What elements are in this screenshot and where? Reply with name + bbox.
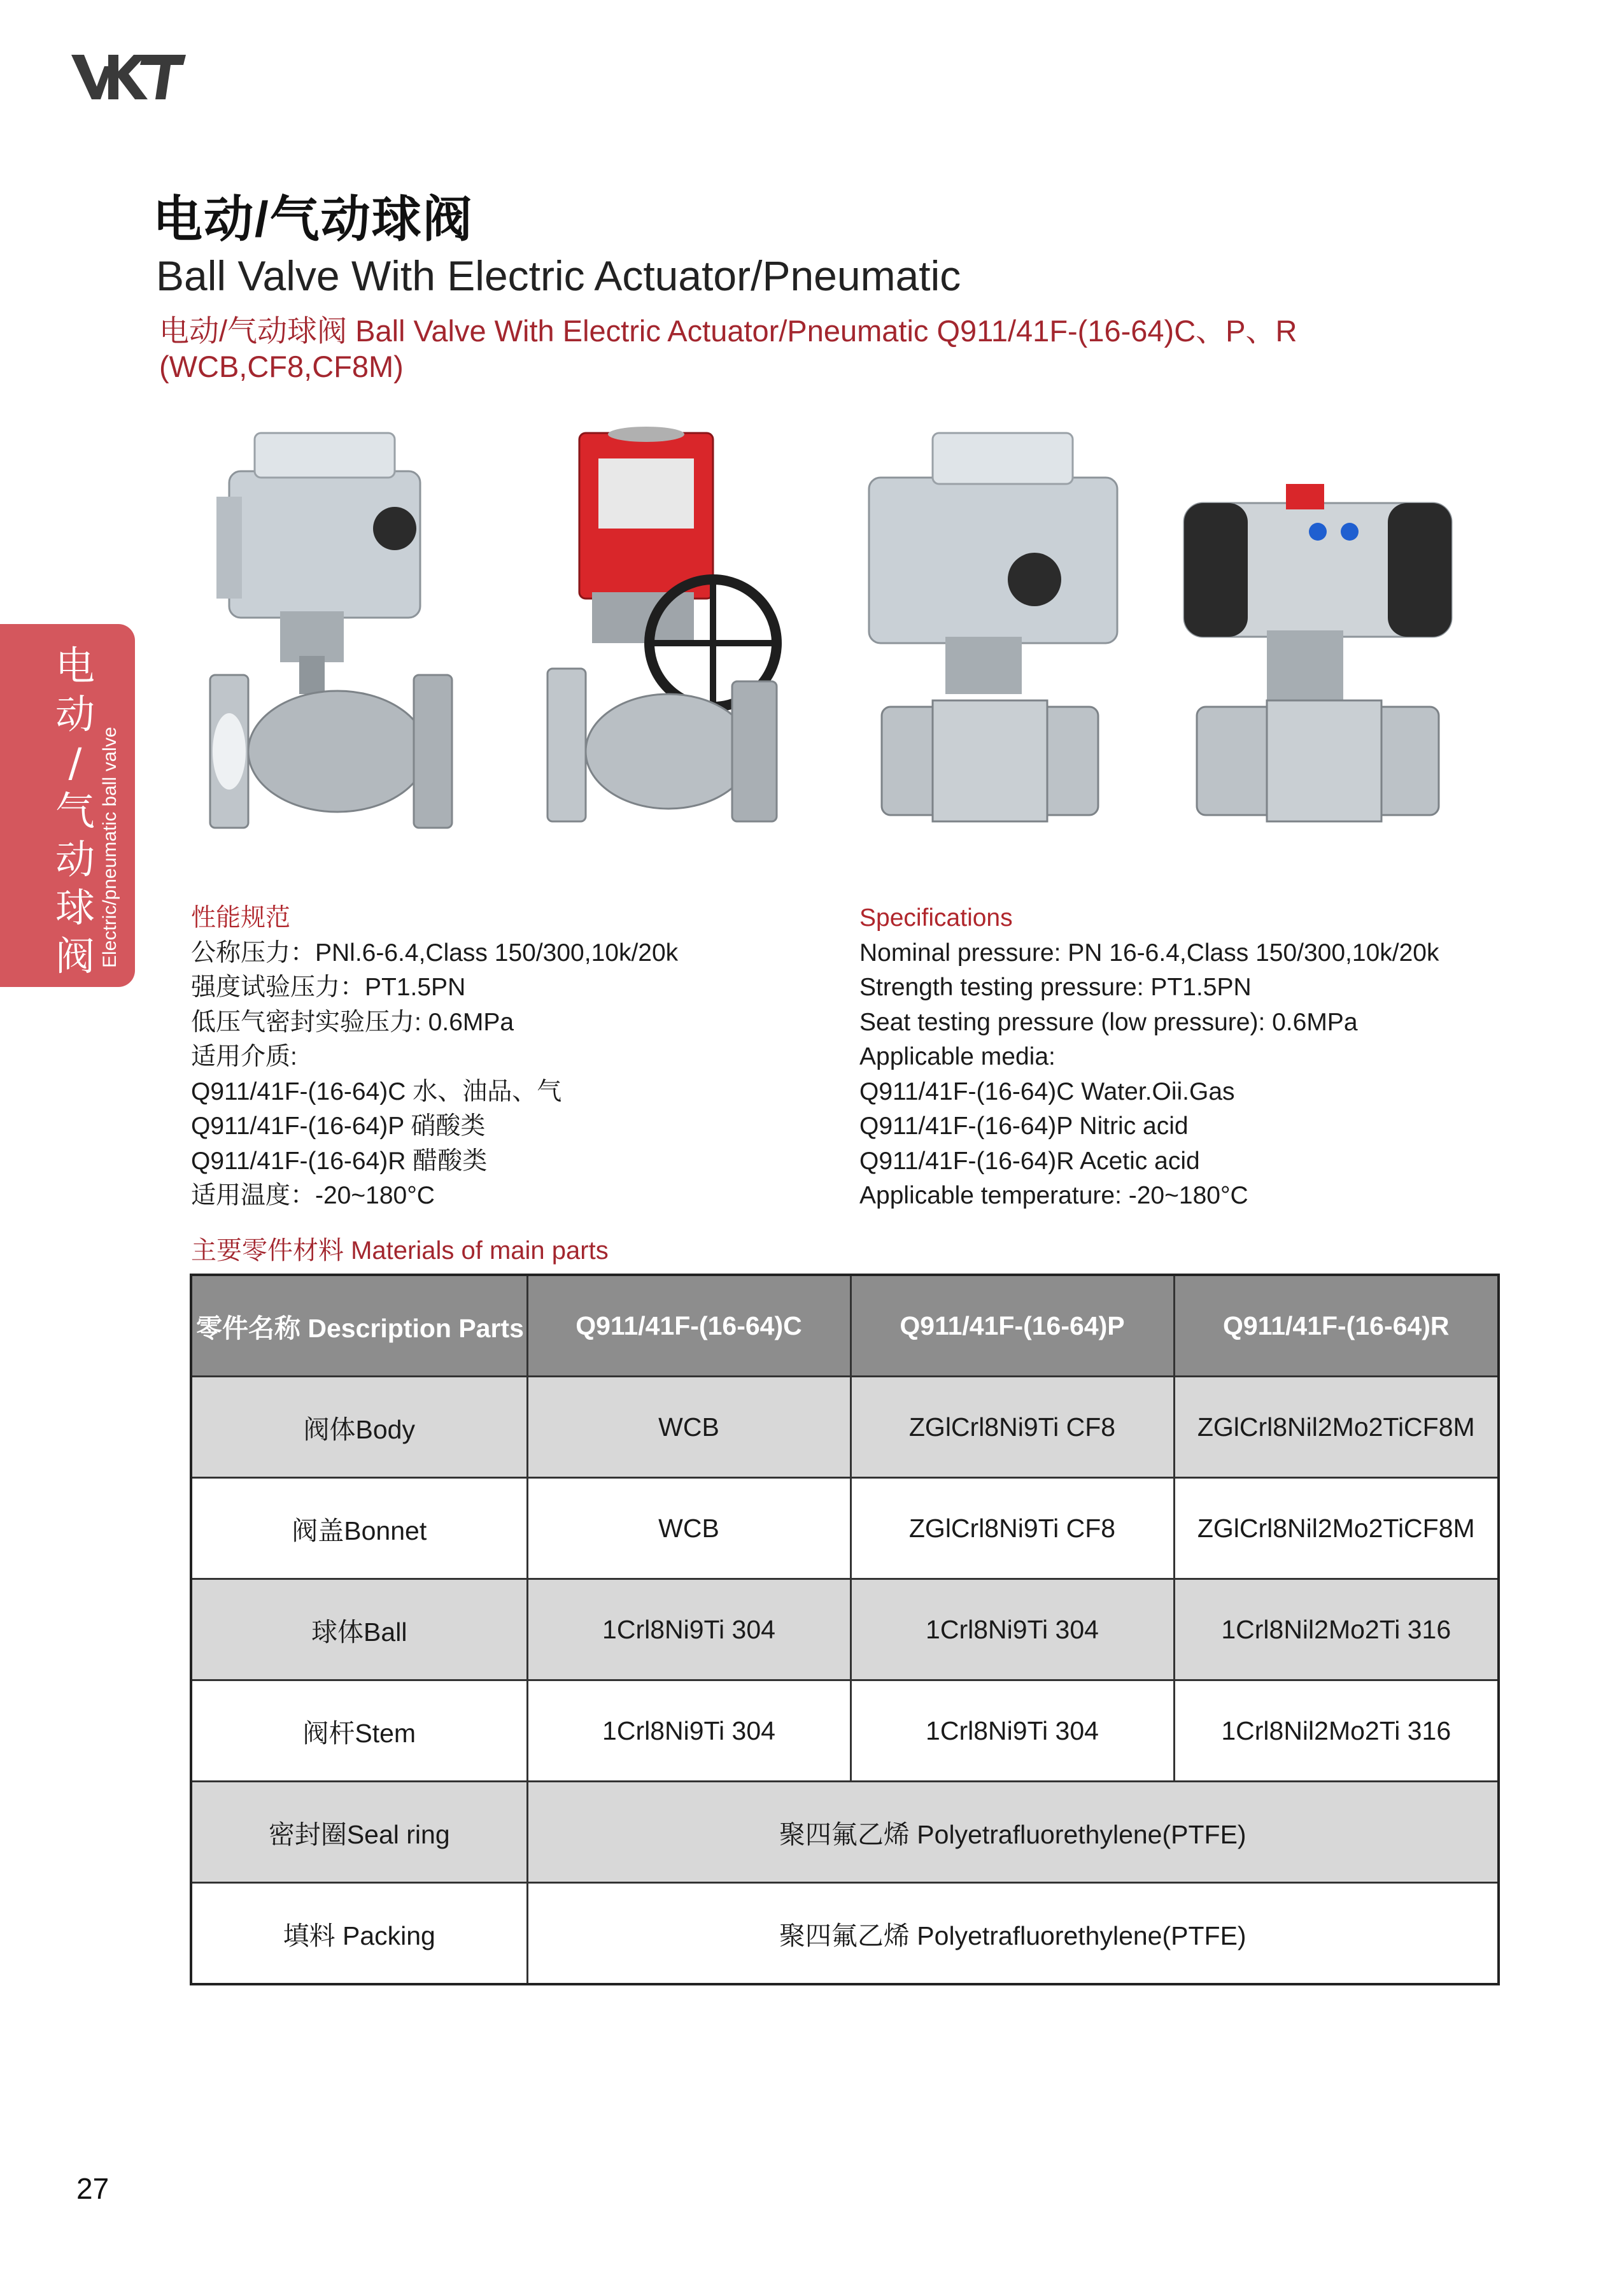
table-cell: 阀杆Stem bbox=[191, 1680, 527, 1782]
spec-line: Seat testing pressure (low pressure): 0.6MPa bbox=[859, 1008, 1358, 1036]
model-subtitle-line2: (WCB,CF8,CF8M) bbox=[159, 350, 404, 383]
table-cell: 阀体Body bbox=[191, 1377, 527, 1478]
spec-line: Q911/41F-(16-64)C 水、油品、气 bbox=[191, 1077, 562, 1105]
spec-line: 适用介质: bbox=[191, 1043, 297, 1070]
table-row bbox=[191, 1579, 1499, 1680]
table-row bbox=[191, 1478, 1499, 1579]
spec-line: 低压气密封实验压力: 0.6MPa bbox=[191, 1008, 514, 1036]
table-cell: 密封圈Seal ring bbox=[191, 1782, 527, 1883]
spec-line: Q911/41F-(16-64)R 醋酸类 bbox=[191, 1147, 488, 1175]
table-header-cell: Q911/41F-(16-64)P bbox=[851, 1275, 1174, 1377]
table-cell: 1Crl8Nil2Mo2Ti 316 bbox=[1174, 1579, 1499, 1680]
table-row bbox=[191, 1377, 1499, 1478]
table-header-cell: Q911/41F-(16-64)C bbox=[527, 1275, 851, 1377]
specs-cn bbox=[191, 901, 678, 1214]
table-cell: 球体Ball bbox=[191, 1579, 527, 1680]
table-cell: 1Crl8Ni9Ti 304 bbox=[851, 1579, 1174, 1680]
spec-line: Applicable media: bbox=[859, 1043, 1056, 1070]
table-cell-merged: 聚四氟乙烯 Polyetrafluorethylene(PTFE) bbox=[527, 1883, 1499, 1985]
model-subtitle bbox=[159, 313, 1297, 385]
table-cell: ZGlCrl8Ni9Ti CF8 bbox=[851, 1478, 1174, 1579]
product-image-red-actuator-handwheel bbox=[541, 420, 796, 841]
table-header-row bbox=[191, 1275, 1499, 1377]
side-tab-label-en: Electric/pneumatic ball valve bbox=[99, 727, 120, 968]
product-image-electric-flanged-valve bbox=[204, 420, 471, 841]
page-number: 27 bbox=[76, 2172, 109, 2205]
table-cell: 1Crl8Ni9Ti 304 bbox=[527, 1579, 851, 1680]
spec-line: Q911/41F-(16-64)P 硝酸类 bbox=[191, 1112, 486, 1140]
specs-cn-heading: 性能规范 bbox=[191, 904, 291, 932]
table-cell: WCB bbox=[527, 1478, 851, 1579]
spec-line: 适用温度：-20~180°C bbox=[191, 1182, 435, 1209]
spec-line: Q911/41F-(16-64)P Nitric acid bbox=[859, 1112, 1189, 1140]
page-title-en: Ball Valve With Electric Actuator/Pneumatic bbox=[156, 252, 961, 299]
specs-en bbox=[859, 901, 1439, 1214]
table-cell: 1Crl8Ni9Ti 304 bbox=[851, 1680, 1174, 1782]
table-cell: ZGlCrl8Ni9Ti CF8 bbox=[851, 1377, 1174, 1478]
vkt-logo bbox=[71, 52, 186, 102]
table-header-cell: 零件名称 Description Parts bbox=[191, 1275, 527, 1377]
page-title-cn: 电动/气动球阀 bbox=[153, 191, 474, 247]
spec-line: 强度试验压力：PT1.5PN bbox=[191, 974, 466, 1001]
spec-line: Strength testing pressure: PT1.5PN bbox=[859, 974, 1252, 1001]
spec-line: Q911/41F-(16-64)R Acetic acid bbox=[859, 1147, 1200, 1175]
category-side-tab bbox=[0, 624, 135, 987]
materials-heading: 主要零件材料 Materials of main parts bbox=[191, 1237, 609, 1265]
table-cell: 阀盖Bonnet bbox=[191, 1478, 527, 1579]
model-subtitle-line1: 电动/气动球阀 Ball Valve With Electric Actuator/Pneumatic Q911/41F-(16-64)C、P、R bbox=[159, 314, 1297, 348]
table-cell: 填料 Packing bbox=[191, 1883, 527, 1985]
product-image-electric-threaded-valve bbox=[856, 420, 1130, 841]
spec-line: Nominal pressure: PN 16-6.4,Class 150/300,10k/20k bbox=[859, 939, 1439, 967]
table-row bbox=[191, 1680, 1499, 1782]
materials-table bbox=[190, 1274, 1500, 1985]
table-cell: ZGlCrl8Nil2Mo2TiCF8M bbox=[1174, 1478, 1499, 1579]
spec-line: Q911/41F-(16-64)C Water.Oii.Gas bbox=[859, 1077, 1235, 1105]
table-header-cell: Q911/41F-(16-64)R bbox=[1174, 1275, 1499, 1377]
table-cell: 1Crl8Nil2Mo2Ti 316 bbox=[1174, 1680, 1499, 1782]
table-cell-merged: 聚四氟乙烯 Polyetrafluorethylene(PTFE) bbox=[527, 1782, 1499, 1883]
table-cell: 1Crl8Ni9Ti 304 bbox=[527, 1680, 851, 1782]
product-image-pneumatic-threaded-valve bbox=[1171, 420, 1464, 841]
table-row bbox=[191, 1883, 1499, 1985]
spec-line: Applicable temperature: -20~180°C bbox=[859, 1182, 1248, 1209]
spec-line: 公称压力：PNl.6-6.4,Class 150/300,10k/20k bbox=[191, 939, 679, 967]
specs-en-heading: Specifications bbox=[859, 904, 1013, 932]
side-tab-label-cn: 电 动 / 气 动 球 阀 bbox=[55, 643, 95, 979]
table-cell: WCB bbox=[527, 1377, 851, 1478]
table-row bbox=[191, 1782, 1499, 1883]
table-cell: ZGlCrl8Nil2Mo2TiCF8M bbox=[1174, 1377, 1499, 1478]
